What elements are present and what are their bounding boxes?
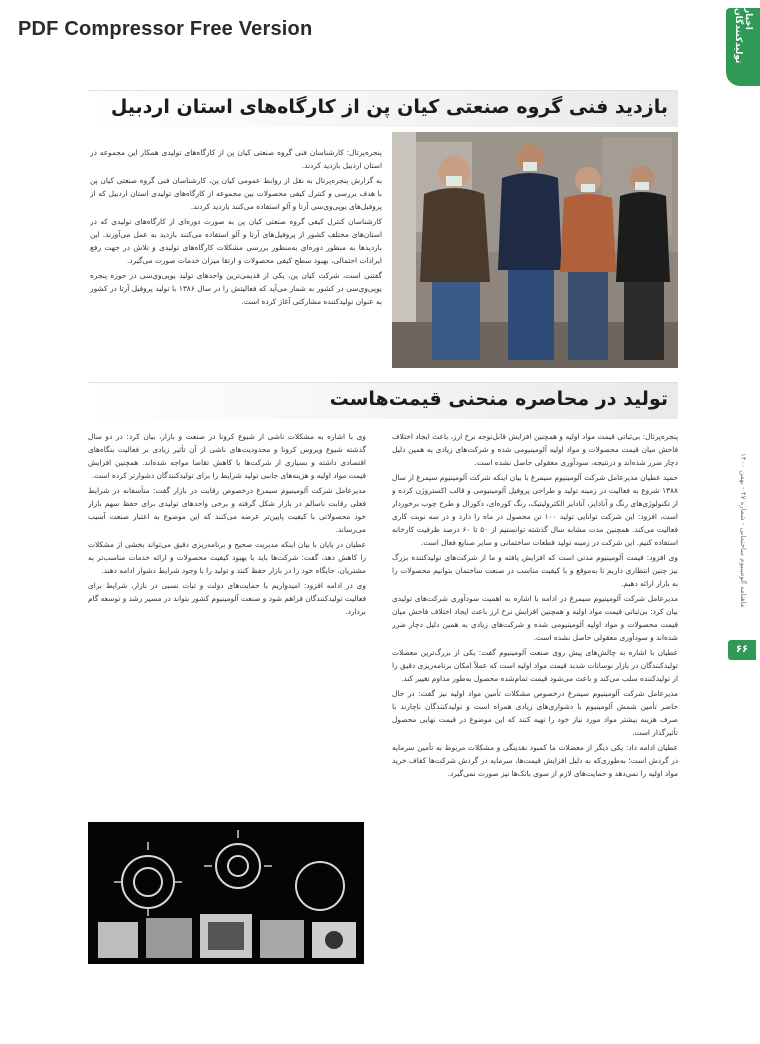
article1-headline-bar — [88, 90, 678, 127]
article2-title: تولید در محاصره منحنی قیمت‌هاست — [329, 388, 668, 410]
aluminum-parts-illustration — [88, 822, 364, 964]
article2-headline-bar — [88, 382, 678, 419]
article2-paragraph: مدیرعامل شرکت آلومینیوم سیمرغ در ادامه با اشاره به اهمیت سودآوری شرکت‌های تولیدی بیان کرد: بی‌ثباتی قیمت مواد اولیه و همچنین افزایش نرخ ارز باعث ایجاد اختلاف فاحش میان قیمت محصولات و مواد اولیه آلومینیومی شده و شرکت‌های زیادی به همین دلیل دچار ضرر شده‌اند و سودآوری معقولی حاصل نشده است. — [392, 594, 678, 642]
page-number: ۶۶ — [728, 640, 756, 660]
article2-paragraph: وی در ادامه افزود: امیدواریم با حمایت‌های دولت و ثبات نسبی در بازار، شرایط برای فعالیت تولیدکنندگان فراهم شود و صنعت آلومینیوم کشور بتواند در مسیر رشد و توسعه گام بردارد. — [88, 581, 366, 616]
section-tab-label: اخبار تولیدکنندگان — [733, 8, 753, 64]
article2-paragraph: مدیرعامل شرکت آلومینیوم سیمرغ درخصوص رقابت در بازار گفت: متأسفانه در شرایط فعلی رقابت ناسالم در بازار شکل گرفته و برخی واحدهای تولیدی برای حفظ سهم بازار خود محصولاتی با کیفیت پایین‌تر عرضه می‌کنند که این موضوع به اعتبار صنعت آسیب می‌رساند. — [88, 486, 366, 534]
article1-paragraph: گفتنی است، شرکت کیان پن، یکی از قدیمی‌ترین واحدهای تولید یوپی‌وی‌سی در حوزه پنجره یوپی‌وی‌سی در کشور به شمار می‌آید که فعالیتش را در سال ۱۳۸۶ با تولید پروفیل آرتا در کشور به عنوان تولیدکننده مشارکتی آغاز کرده است. — [90, 271, 382, 306]
pdf-compressor-watermark: PDF Compressor Free Version — [18, 18, 313, 40]
article2-left-column — [88, 430, 366, 815]
article2-paragraph: وی افزود: قیمت آلومینیوم مدتی است که افزایش یافته و ما از شرکت‌های تولیدکننده بزرگ نیز چنین انتظاری داریم تا به‌موقع و با کیفیت مناسب در صنعت ساختمان بتوانیم محصولات را به بازار ارائه دهیم. — [392, 553, 678, 588]
article1-title: بازدید فنی گروه صنعتی کیان پن از کارگاه‌های استان اردبیل — [110, 96, 668, 118]
section-tab — [726, 8, 760, 86]
article2-paragraph: عطیان ادامه داد: یکی دیگر از معضلات ما کمبود نقدینگی و مشکلات مربوط به تأمین سرمایه در گردش است؛ به‌طوری‌که به دلیل افزایش قیمت‌ها، سرمایه در گردش شرکت‌ها کفاف خرید مواد اولیه را نمی‌دهد و حمایت‌های لازم از سوی بانک‌ها نیز صورت نمی‌گیرد. — [392, 743, 678, 778]
people-photo — [392, 132, 678, 368]
article1-paragraph: پنجره‌پرتال: کارشناسان فنی گروه صنعتی کیان پن از کارگاه‌های تولیدی همکار این مجموعه در استان اردبیل بازدید کردند. — [90, 148, 382, 170]
article2-paragraph: حمید عطیان مدیرعامل شرکت آلومینیوم سیمرغ با بیان اینکه شرکت آلومینیوم سیمرغ از سال ۱۳۸۸ شروع به فعالیت در زمینه تولید و طراحی پروفیل آلومینیومی و قالب اکستروژن کرده و از تکنولوژی‌های رنگ و آنادایز، آنادایز الکترولیتیک، رنگ کوره‌ای، دکورال و طرح چوب برخوردار است، افزود: این شرکت توانایی تولید ۱۰۰ تن محصول در ماه را دارد و در سه نوبت کاری فعالیت می‌کند. همچنین مدت مشابه سال گذشته توانستیم از ۵۰ تا ۶۰ درصد ظرفیت کارخانه استفاده کنیم. این شرکت در زمینه تولید قطعات ساختمانی و سایر صنایع فعال است. — [392, 473, 678, 547]
article2-paragraph: عطیان با اشاره به چالش‌های پیش روی صنعت آلومینیوم گفت: یکی از بزرگ‌ترین معضلات تولیدکنندگان در بازار نوسانات شدید قیمت مواد اولیه است که عملاً امکان برنامه‌ریزی دقیق را از تولیدکننده سلب می‌کند و باعث می‌شود قیمت تمام‌شده محصول به‌طور مداوم تغییر کند. — [392, 648, 678, 683]
aluminum-parts-photo — [88, 822, 364, 964]
article1-body — [90, 146, 382, 371]
article2-paragraph: پنجره‌پرتال: بی‌ثباتی قیمت مواد اولیه و همچنین افزایش قابل‌توجه نرخ ارز، باعث ایجاد اختلاف فاحش میان قیمت محصولات و مواد اولیه آلومینیومی شده و شرکت‌های زیادی به همین دلیل دچار ضرر شده‌اند و درنتیجه، سودآوری معقولی حاصل نشده است. — [392, 432, 678, 467]
article1-paragraph: به گزارش پنجره‌پرتال به نقل از روابط عمومی کیان پن، کارشناسان فنی گروه صنعتی کیان پن با هدف بررسی و کنترل کیفی محصولات بین مجموعه از کارگاه‌های تولیدی استان اردبیل که از پروفیل‌های یوپی‌وی‌سی آرتا و آلو استفاده می‌کنند بازدید کردند. — [90, 176, 382, 211]
article2-paragraph: عطیان در پایان با بیان اینکه مدیریت صحیح و برنامه‌ریزی دقیق می‌تواند بخشی از مشکلات را کاهش دهد، گفت: شرکت‌ها باید با بهبود کیفیت محصولات و ارائه خدمات مناسب‌تر به مشتریان، جایگاه خود را در بازار حفظ کنند و تولید را با وجود شرایط دشوار ادامه دهند. — [88, 540, 366, 575]
issue-info-text: ماهنامه آلومینیوم ساختمانی - شماره ۴۷ - بهمن ۱۴۰۰ — [739, 452, 747, 608]
article2-paragraph: وی با اشاره به مشکلات ناشی از شیوع کرونا در صنعت و بازار، بیان کرد: در دو سال گذشته شیوع ویروس کرونا و محدودیت‌های ناشی از آن تأثیر زیادی بر فعالیت بنگاه‌های اقتصادی داشته و بسیاری از شرکت‌ها با کاهش تقاضا مواجه شده‌اند. همچنین افزایش قیمت مواد اولیه و هزینه‌های جانبی تولید شرایط را برای تولیدکنندگان دشوارتر کرده است. — [88, 432, 366, 480]
article2-paragraph: مدیرعامل شرکت آلومینیوم سیمرغ درخصوص مشکلات تأمین مواد اولیه نیز گفت: در حال حاضر تأمین شمش آلومینیوم با دشواری‌های زیادی همراه است و تولیدکنندگان ناچارند با صرف هزینه بیشتر مواد مورد نیاز خود را تهیه کنند که این موضوع در قیمت نهایی محصول تأثیرگذار است. — [392, 689, 678, 737]
people-photo-illustration — [392, 132, 678, 368]
issue-info-strip — [730, 420, 756, 640]
article1-paragraph: کارشناسان کنترل کیفی گروه صنعتی کیان پن به صورت دوره‌ای از کارگاه‌های تولیدی که در استان‌های مختلف کشور از پروفیل‌های آرتا و آلو استفاده می‌کنند بازدید به عمل می‌آورند. این بازدیدها به منظور دوره‌ای به‌منظور بررسی مشکلات کارگاه‌های تولیدی و تلاش در جهت رفع ایرادات احتمالی، بهبود سطح کیفی محصولات و ارتقا میزان خدمات صورت می‌گیرد. — [90, 217, 382, 265]
article2-right-column — [392, 430, 678, 960]
